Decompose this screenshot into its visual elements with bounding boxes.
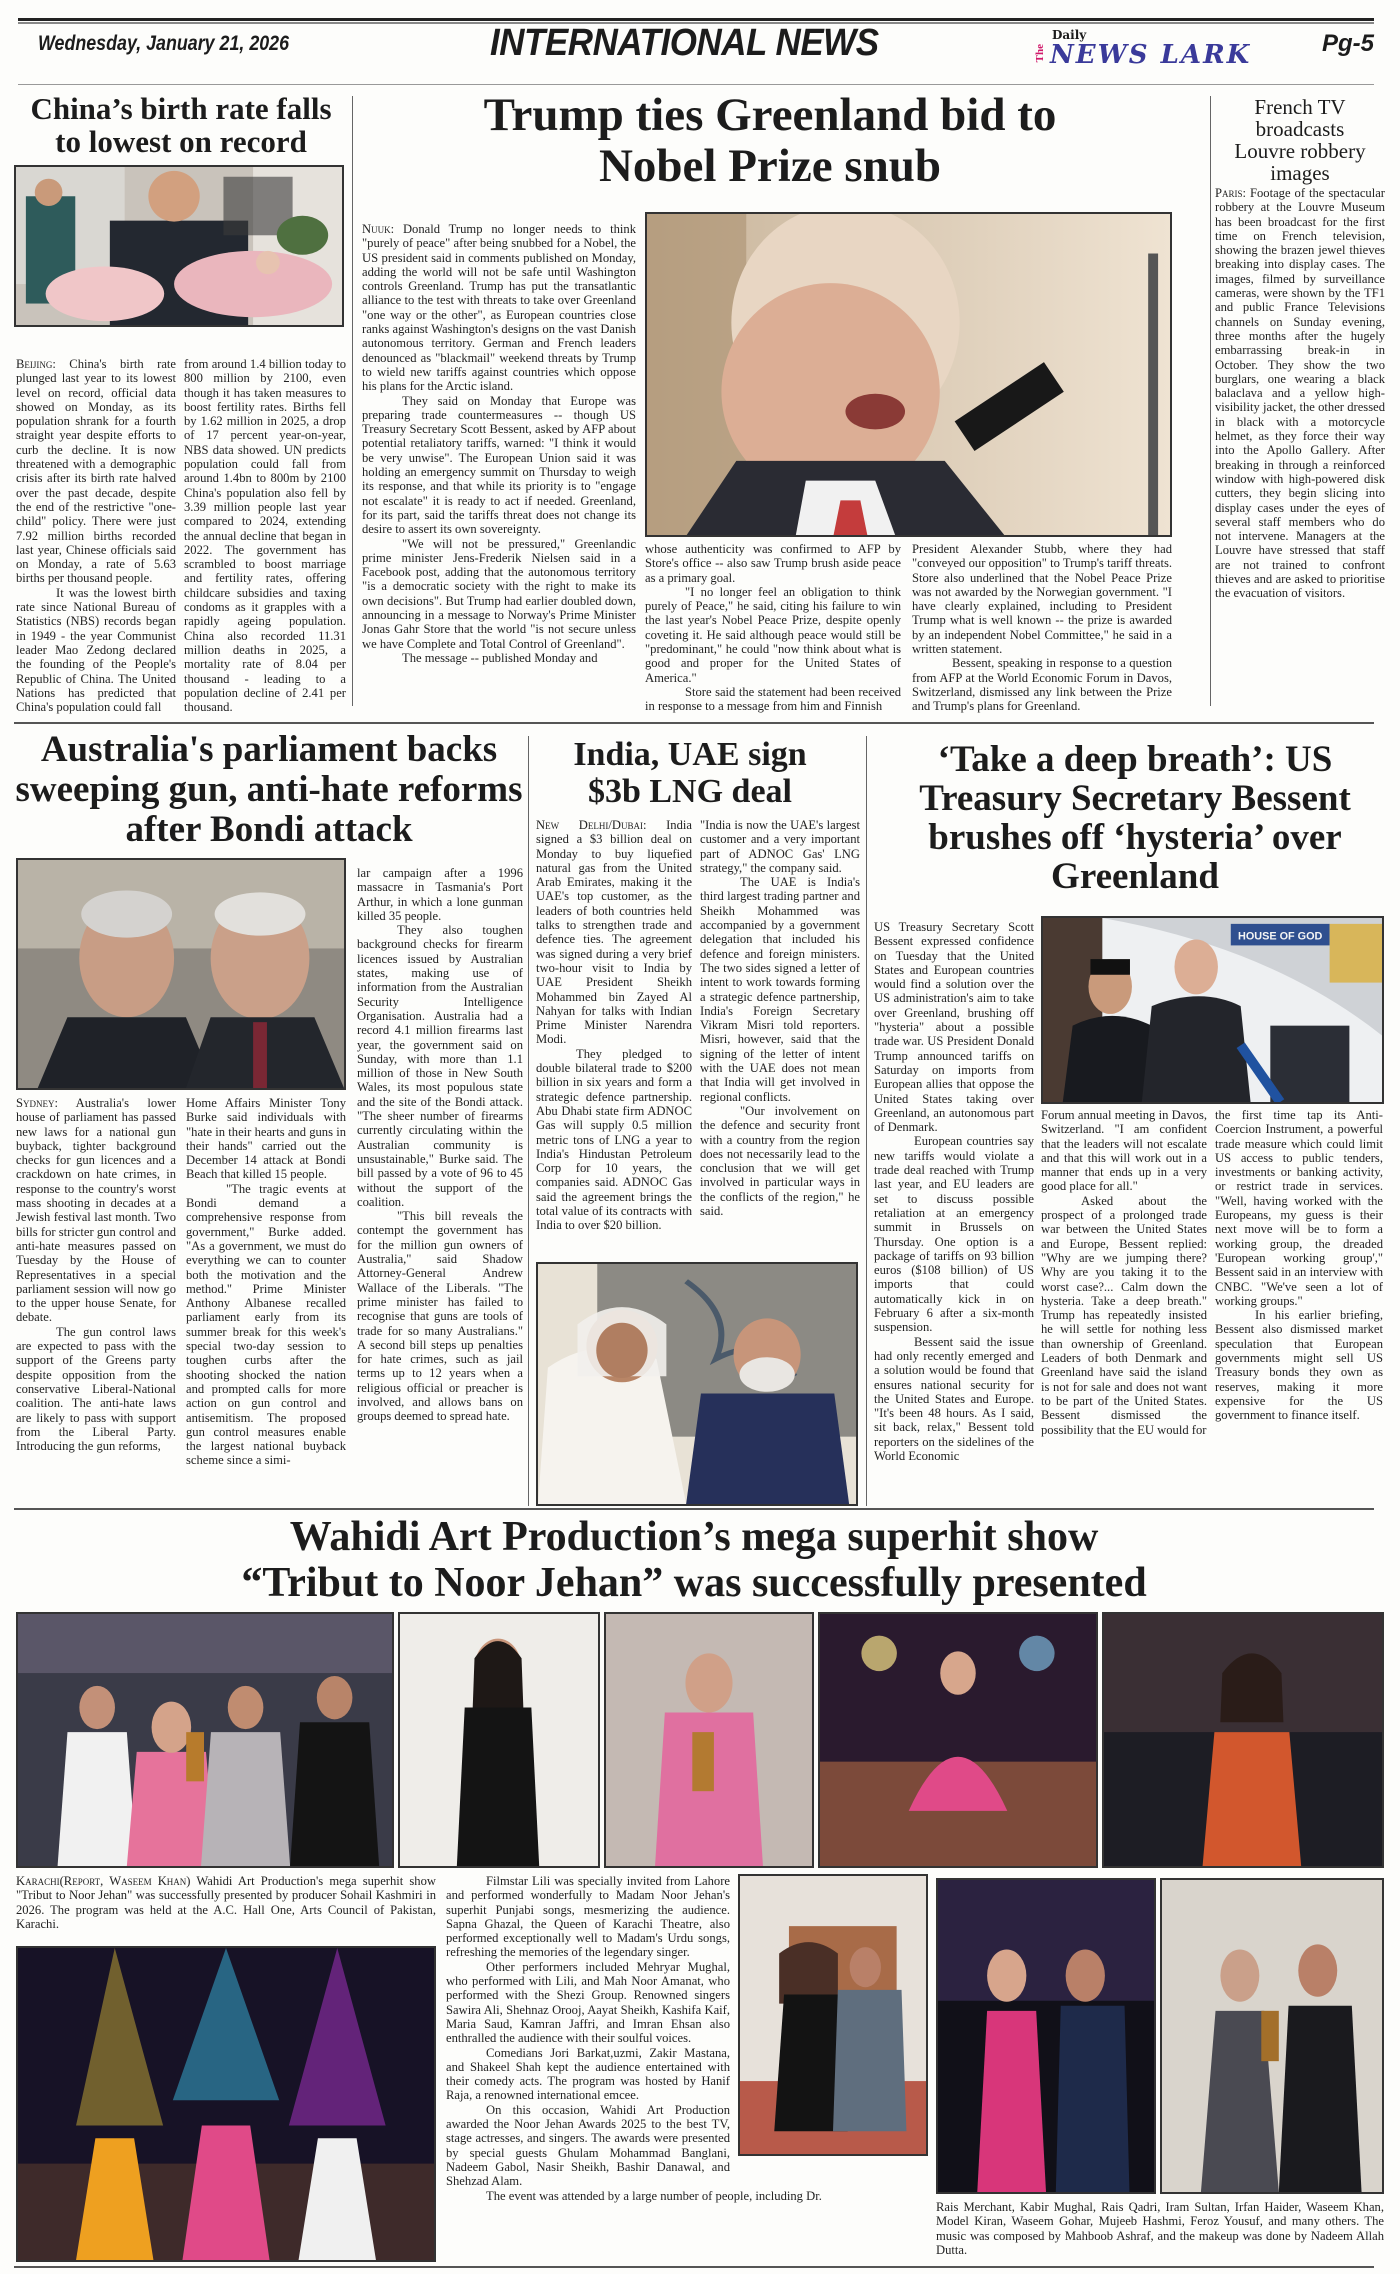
bessent-paragraph: In his earlier briefing, Bessent also dismissed market speculation that European governments might sell US Treasury bonds they own as reserves, making it more expensive for the US government to finance itself. (1215, 1308, 1383, 1423)
wahidi-photo-singer (1102, 1612, 1384, 1868)
australia-paragraph: Australia's lower house of parliament has passed new laws for a national gun buyback, tighter background checks for gun licences and a crackdown on hate crimes, in response to the country's worst mass shooting in decades at a Jewish festival last month. Two bills for stricter gun control and anti-hate measures passed on Tuesday by the House of Representatives in a special parliament session will now go to the upper house Senate, for debate. (16, 1096, 176, 1325)
trump-paragraph: They said on Monday that Europe was preparing trade countermeasures -- though US Treasury Secretary Scott Bessent, asked by AFP about potential retaliatory tariffs, warned: "I think it would be very unwise". The European Union said it was holding an emergency summit on Thursday to weigh its response, and that while its priority is to "engage not escalate" it is ready to act if needed. Greenland, for its part, said the tariffs threat does not change its desire to assert its own sovereignty. (362, 393, 636, 537)
wahidi-headline-line-2: “Tribut to Noor Jehan” was successfully presented (241, 1560, 1147, 1606)
china-column-1 (16, 357, 176, 714)
bessent-paragraph: US Treasury Secretary Scott Bessent expressed confidence on Tuesday that the United States and European countries would find a solution over the US administration's aim to take over Greenland, brushing off "hysteria" about a possible trade war. US President Donald Trump announced tariffs on Saturday on imports from European allies that oppose the United States taking over Greenland, an autonomous part of Denmark. (874, 920, 1034, 1135)
section-divider (14, 722, 1374, 724)
wahidi-photo-lili (398, 1612, 600, 1868)
louvre-body (1215, 186, 1385, 601)
china-column-2 (184, 357, 346, 714)
logo-name: NEWS LARK (1050, 40, 1252, 70)
louvre-dateline: Paris: (1215, 186, 1247, 200)
trump-photo (645, 212, 1172, 537)
wahidi-end-column (936, 2200, 1384, 2257)
page-bottom-rule (14, 2266, 1374, 2268)
trump-paragraph: whose authenticity was confirmed to AFP by Store's office -- also saw Trump brush aside peace as a primary goal. (645, 542, 901, 585)
china-paragraph: from around 1.4 billion today to 800 million by 2100, even though it has taken measures to boost fertility rates. Births fell by 1.62 million in 2025, a drop of 17 percent year-on-year, NBS data showed. UN predicts population could fall from around 1.4bn to 800m by 2100 China's population also fell by 3.39 million people last year compared to 2024, extending the annual decline that began in 2022. The government has scrambled to boost marriage and fertility rates, offering childcare subsidies and taxing condoms as it grapples with a rapidly ageing population. China also recorded 11.31 million deaths in 2025, a mortality rate of 8.04 per thousand - leading to a population decline of 2.41 per thousand. (184, 357, 346, 715)
wahidi-photo-couple (738, 1874, 928, 2156)
bessent-photo (1041, 916, 1384, 1104)
australia-column-2 (186, 1096, 346, 1468)
india-column-1 (536, 818, 692, 1233)
australia-dateline: Sydney: (16, 1096, 58, 1110)
australia-column-3 (357, 866, 523, 1424)
wahidi-paragraph: Other performers included Mehryar Mughal, who performed with Lili, and Mah Noor Amanat, who performed with the Shezi Group. Renowned singers Sawira Ali, Shehnaz Orooj, Aayat Sheikh, Kashifa Kaif, Maria Saud, Kamran Jaffri, and Imran Ehsan also enthralled the audience with their soulful voices. (446, 1959, 730, 2046)
wahidi-photo-trophy (604, 1612, 814, 1868)
india-paragraph: "Our involvement on the defence and security front with a country from the region does not necessarily lead to the conclusion that we will get involved in particular ways in the conflicts of the region," he said. (700, 1103, 860, 1219)
bessent-paragraph: the first time tap its Anti-Coercion Instrument, a powerful trade measure which could limit US access to public tenders, investments or banking activity, or restrict trade in services. "Well, having worked with the Europeans, my guess is their next move will be to form a working group, the dreaded 'European working group'," Bessent said in an interview with CNBC. "We've seen a lot of working groups." (1215, 1108, 1383, 1308)
india-paragraph: The UAE is India's third largest trading partner and Sheikh Mohammed was accompanied by a government delegation that included his defence and foreign ministers. The two sides signed a letter of intent to work towards forming a strategic defence partnership, India's Foreign Secretary Vikram Misri told reporters. Misri, however, said that the signing of the letter of intent with the UAE does not mean that India will get involved in regional conflicts. (700, 875, 860, 1104)
wahidi-paragraph: Comedians Jori Barkat,uzmi, Zakir Mastana, and Shakeel Shah kept the audience entertained with their comedy acts. The program was hosted by Hanif Raja, a renowned international emcee. (446, 2045, 730, 2103)
section-title: INTERNATIONAL NEWS (490, 22, 879, 64)
section-divider (14, 1508, 1374, 1510)
wahidi-paragraph: The event was attended by a large number of people, including Dr. (486, 2188, 822, 2203)
column-divider (866, 736, 867, 1506)
masthead-date: Wednesday, January 21, 2026 (38, 32, 290, 55)
wahidi-photo-stage (16, 1946, 436, 2262)
wahidi-photo-award (16, 1612, 394, 1868)
article-louvre (1215, 96, 1385, 601)
wahidi-photo-duo-2 (1160, 1878, 1384, 2194)
trump-column-1 (362, 222, 636, 665)
wahidi-paragraph: Rais Merchant, Kabir Mughal, Rais Qadri, Iram Sultan, Irfan Haider, Waseem Khan, Model Kiran, Waseem Gohar, Mujeeb Hashmi, Feroz Yousuf, and many others. The music was composed by Mahboob Ashraf, and the makeup was done by Nadeem Allah Dutta. (936, 2200, 1384, 2257)
wahidi-intro (16, 1874, 436, 1931)
wahidi-paragraph: Wahidi Art Production's mega superhit show "Tribut to Noor Jehan" was successfully presented by producer Sohail Kashmiri in 2026. The program was held at the A.C. Hall One, Arts Council of Pakistan, Karachi. (16, 1874, 436, 1931)
bessent-column-3 (1215, 1108, 1383, 1423)
trump-paragraph: Donald Trump no longer needs to think "purely of peace" after being snubbed for a Nobel, the US president said in comments published on Monday, adding the world will not be safe until Washington controls Greenland. Trump has put the transatlantic alliance to the test with threats to take over Greenland "one way or the other", as European countries close ranks against Washington's designs on the vast Danish autonomous territory. German and French leaders denounced as "blackmail" weekend threats by Trump to wield new tariffs against countries which oppose his plans for the Arctic island. (362, 222, 636, 394)
masthead-bottom-rule (18, 84, 1374, 85)
wahidi-photo-dance (818, 1612, 1098, 1868)
china-paragraph: China's birth rate plunged last year to its lowest level on record, official data showed on Monday, as its population shrank for a fourth straight year despite efforts to curb the decline. It is now threatened with a demographic crisis after its birth rate halved over the past decade, despite the end of the restrictive "one-child" policy. There were just 7.92 million births recorded last year, Chinese officials said on Monday, a rate of 5.63 births per thousand people. (16, 357, 176, 586)
newspaper-logo (1034, 28, 1314, 74)
wahidi-photo-duo-1 (936, 1878, 1156, 2194)
australia-paragraph: "This bill reveals the contempt the government has for the million gun owners of Australia," said Shadow Attorney-General Andrew Wallace of the Liberals. "The prime minister has failed to recognise that guns are tools of trade for so many Australians." A second bill steps up penalties for hate crimes, such as jail terms up to 12 years when a religious official or preacher is involved, and allows bans on groups deemed to spread hate. (357, 1209, 523, 1424)
trump-paragraph: Bessent, speaking in response to a question from AFP at the World Economic Forum in Davos, Switzerland, dismissed any link between the Prize and Trump's plans for Greenland. (912, 656, 1172, 714)
australia-paragraph: "The tragic events at Bondi demand a comprehensive response from government," Burke added. "As a government, we must do everything we can to counter both the motivation and the method." Prime Minister Anthony Albanese recalled parliament early from its summer break for this week's special two-day session to toughen curbs after the shooting shocked the nation and prompted calls for more action on gun control and antisemitism. The proposed gun control measures enable the largest national buyback scheme since a simi- (186, 1181, 346, 1468)
bessent-column-2 (1041, 1108, 1207, 1437)
bessent-paragraph: Asked about the prospect of a prolonged trade war between the United States and Europe, Bessent replied: "Why are we jumping there? Why are you taking it to the worst case?... Calm down the hysteria. Take a deep breath." Trump has repeatedly insisted he will settle for nothing less than ownership of Greenland. Leaders of both Denmark and Greenland have said the island is not for sale and does not want to be part of the United States. Bessent dismissed the possibility that the EU would for (1041, 1193, 1207, 1437)
india-paragraph: India signed a $3 billion deal on Monday to buy liquefied natural gas from the United Arab Emirates, making it the UAE's top customer, as the leaders of both countries held talks to strengthen trade and defence ties. The agreement was signed during a very brief two-hour visit to India by UAE President Sheikh Mohammed bin Zayed Al Nahyan for talks with Indian Prime Minister Narendra Modi. (536, 818, 692, 1047)
column-divider (1210, 96, 1211, 706)
india-dateline: New Delhi/Dubai: (536, 818, 647, 832)
australia-paragraph: lar campaign after a 1996 massacre in Tasmania's Port Arthur, in which a lone gunman killed 35 people. (357, 866, 523, 923)
india-photo (536, 1262, 858, 1506)
wahidi-paragraph: On this occasion, Wahidi Art Production awarded the Noor Jehan Awards 2025 to the best TV, stage actresses, and singers. The awards were presented by special guests Ghulam Mohammad Banglani, Nadeem Gabol, Nasir Sheikh, Bashir Danawal, and Shehzad Alam. (446, 2102, 730, 2189)
column-divider (352, 96, 353, 706)
australia-headline: Australia's parliament backs sweeping gun, anti-hate reforms after Bondi attack (15, 729, 523, 850)
louvre-headline: French TV broadcasts Louvre robbery images (1234, 95, 1366, 185)
house-of-god-sign: HOUSE OF GOD (1238, 930, 1323, 943)
trump-paragraph: "I no longer feel an obligation to think purely of Peace," he said, citing his failure to win the last year's Nobel Peace Prize, despite openly coveting it. He said although peace would still be "predominant," he could "now think about what is good and proper for the United States of America." (645, 584, 901, 685)
india-column-2 (700, 818, 860, 1218)
logo-the: The (1034, 44, 1046, 63)
australia-paragraph: Home Affairs Minister Tony Burke said individuals with "hate in their hearts and guns in their hands" carried out the December 14 attack at Bondi Beach that killed 15 people. (186, 1096, 346, 1182)
china-paragraph: It was the lowest birth rate since National Bureau of Statistics (NBS) records began in 1949 - the year Communist leader Mao Zedong declared the founding of the People's Republic of China. The United Nations has predicted that China's population could fall (16, 585, 176, 715)
australia-photo (16, 858, 346, 1090)
india-paragraph: They pledged to double bilateral trade to $200 billion in six years and form a strategic defence partnership. Abu Dhabi state firm ADNOC Gas will supply 0.5 million metric tons of LNG a year to India's Hindustan Petroleum Corp for 10 years, the companies said. ADNOC Gas said the agreement brings the total value of its contracts with India to over $20 billion. (536, 1046, 692, 1233)
wahidi-paragraph: Filmstar Lili was specially invited from Lahore and performed wonderfully to Madam Noor Jehan's superhit Punjabi songs, mesmerizing the audience. Sapna Ghazal, the Queen of Karachi Theatre, also performed exceptionally well to Madam's Urdu songs, refreshing the memories of the legendary singer. (446, 1874, 730, 1960)
bessent-paragraph: Forum annual meeting in Davos, Switzerland. "I am confident that the leaders will not escalate and that this will work out in a manner that ends up in a very good place for all." (1041, 1108, 1207, 1194)
australia-column-1 (16, 1096, 176, 1453)
india-headline: India, UAE sign $3b LNG deal (573, 736, 807, 810)
column-divider (528, 736, 529, 1506)
trump-paragraph: The message -- published Monday and (402, 650, 598, 665)
trump-column-3 (912, 542, 1172, 714)
australia-paragraph: The gun control laws are expected to pass with the support of the Greens party despite opposition from the conservative Liberal-National coalition. The anti-hate laws are likely to pass with support from the Liberal Party. Introducing the gun reforms, (16, 1324, 176, 1454)
china-dateline: Beijing: (16, 357, 56, 371)
bessent-paragraph: European countries say new tariffs would violate a trade deal reached with Trump last year, and EU leaders are set to discuss possible retaliation at an emergency summit in Brussels on Thursday. One option is a package of tariffs on 93 billion euros ($108 billion) of US imports that could automatically kick in on February 6 after a six-month suspension. (874, 1134, 1034, 1335)
trump-paragraph: President Alexander Stubb, where they had "conveyed our opposition" to Trump's tariff threats. Store also underlined that the Nobel Peace Prize was not awarded by the Norwegian government. "I have clearly explained, including to President Trump what is well known -- the prize is awarded by an independent Nobel Committee," he said in a written statement. (912, 542, 1172, 657)
wahidi-middle-column (446, 1874, 928, 2203)
trump-headline: Trump ties Greenland bid to Nobel Prize snub (483, 89, 1057, 192)
bessent-column-1 (874, 920, 1034, 1463)
wahidi-dateline: Karachi(Report, Waseem Khan) (16, 1874, 191, 1888)
page-number: Pg-5 (1322, 30, 1375, 57)
australia-paragraph: They also toughen background checks for firearm licences issued by Australian states, making use of information from the Australian Security Intelligence Organisation. Australia had a record 4.1 million firearms last year, the government said on Sunday, with more than 1.1 million of those in New South Wales, its most populous state and the site of the Bondi attack. "The sheer number of firearms currently circulating within the Australian community is unsustainable," Burke said. The bill passed by a vote of 96 to 45 without the support of the coalition. (357, 923, 523, 1209)
trump-dateline: Nuuk: (362, 222, 395, 236)
trump-paragraph: Store said the statement had been received in response to a message from him and Finnish (645, 684, 901, 714)
wahidi-headline (14, 1514, 1374, 1606)
louvre-paragraph: Footage of the spectacular robbery at the Louvre Museum has been broadcast for the first time on French television, showing the brazen jewel thieves breaking into display cases. The images, filmed by surveillance cameras, were shown by the TF1 and public France Televisions channels on Sunday evening, three months after the hugely embarrassing break-in in October. They show the two burglars, one wearing a black balaclava and a yellow high-visibility jacket, the other dressed in black with a motorcycle helmet, as they force their way into the Apollo Gallery. After breaking in through a reinforced window with high-powered disk cutters, they begin slicing into display cases under the eyes of several staff members who do not intervene. Managers at the Louvre have stressed that staff are not trained to confront thieves and are asked to prioritise the evacuation of visitors. (1215, 186, 1385, 601)
trump-column-2 (645, 542, 901, 714)
bessent-headline: ‘Take a deep breath’: US Treasury Secretary Bessent brushes off ‘hysteria’ over Greenland (919, 739, 1351, 897)
wahidi-headline-line-1: Wahidi Art Production’s mega superhit show (289, 1514, 1099, 1560)
logo-daily: Daily (1052, 28, 1087, 42)
china-headline: China’s birth rate falls to lowest on record (30, 91, 332, 160)
india-paragraph: "India is now the UAE's largest customer and a very important part of ADNOC Gas' LNG strategy," the company said. (700, 818, 860, 875)
article-china (14, 90, 348, 327)
bessent-paragraph: Bessent said the issue had only recently emerged and a solution would be found that ensures national security for the United States and Europe. "It's been 48 hours. As I said, sit back, relax," Bessent told reporters on the sidelines of the World Economic (874, 1334, 1034, 1463)
china-photo (14, 165, 344, 327)
trump-paragraph: "We will not be pressured," Greenlandic prime minister Jens-Frederik Nielsen said in a Facebook post, adding that the autonomous territory "is a democratic society with the right to make its own decisions". But Trump had earlier doubled down, announcing in a message to Norway's Prime Minister Jonas Gahr Store that the world "is not secure unless we have Complete and Total Control of Greenland". (362, 536, 636, 651)
